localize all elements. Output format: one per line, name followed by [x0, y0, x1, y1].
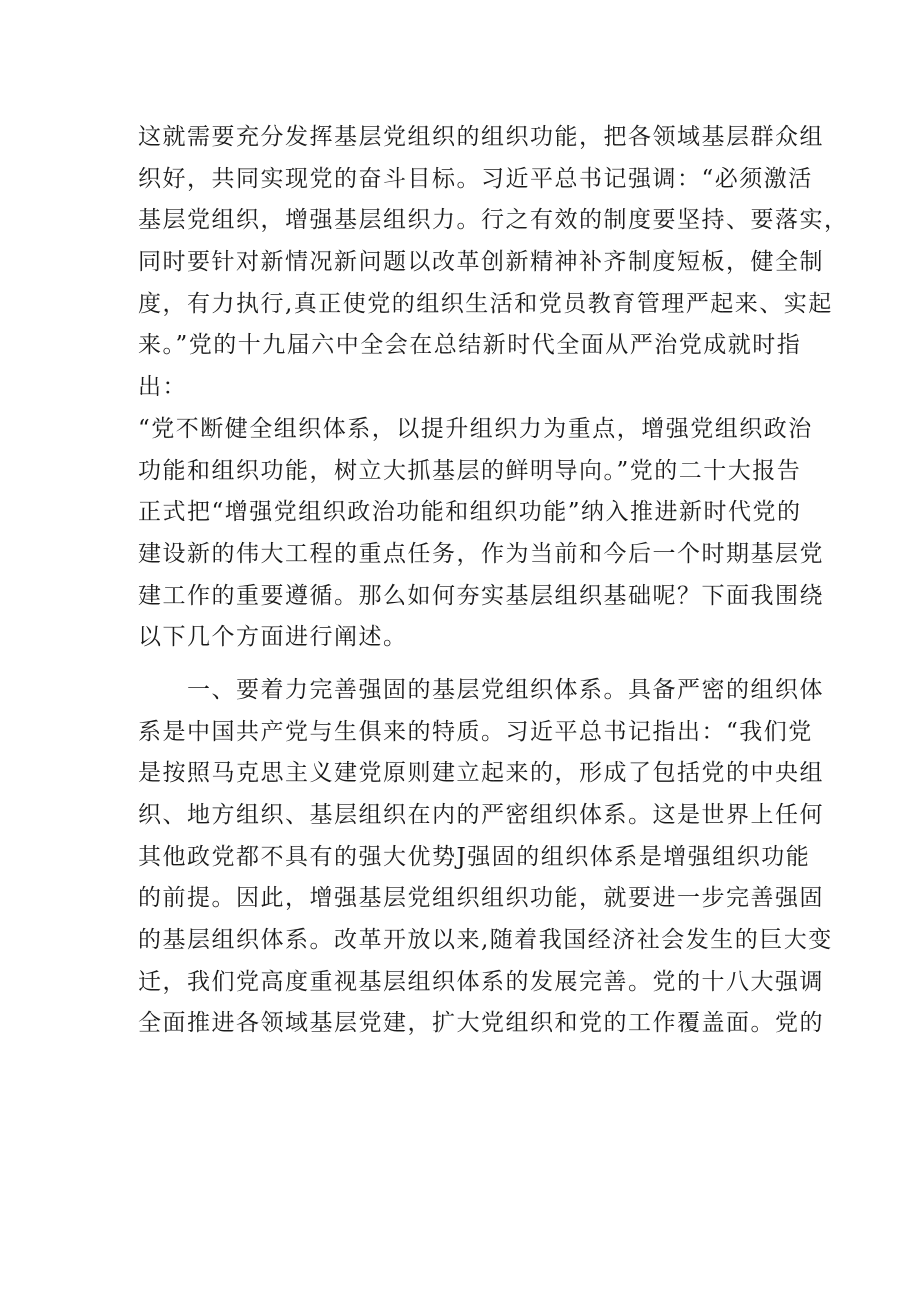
text-line: 是按照马克思主义建党原则建立起来的，形成了包括党的中央组	[138, 760, 824, 787]
text-line: 来。”党的十九届六中全会在总结新时代全面从严治党成就时指	[138, 332, 802, 359]
text-line: 迁，我们党高度重视基层组织体系的发展完善。党的十八大强调	[138, 968, 824, 995]
text-line: 系是中国共产党与生俱来的特质。习近平总书记指出：“我们党	[138, 718, 813, 745]
text-line: 这就需要充分发挥基层党组织的组织功能，把各领域基层群众组	[138, 124, 824, 150]
text-line: 全面推进各领域基层党建，扩大党组织和党的工作覆盖面。党的	[138, 1010, 824, 1037]
text-line: 出：	[138, 374, 187, 401]
text-line: 建设新的伟大工程的重点任务，作为当前和今后一个时期基层党	[138, 540, 824, 567]
text-line: 正式把“增强党组织政治功能和组织功能”纳入推进新时代党的	[138, 499, 802, 526]
text-line: 基层党组织，增强基层组织力。行之有效的制度要坚持、要落实，	[138, 207, 849, 234]
text-line: 的基层组织体系。改革开放以来,随着我国经济社会发生的巨大变	[138, 927, 833, 954]
text-line: 以下几个方面进行阐述。	[138, 624, 408, 651]
text-line: 织好，共同实现党的奋斗目标。习近平总书记强调：“必须激活	[138, 165, 813, 192]
text-line: 的前提。因此，增强基层党组织组织功能，就要进一步完善强固	[138, 885, 824, 912]
text-line: 度，有力执行,真正使党的组织生活和党员教育管理严起来、实起	[138, 290, 833, 317]
text-line: 同时要针对新情况新问题以改革创新精神补齐制度短板，健全制	[138, 249, 824, 276]
text-line: 其他政党都不具有的强大优势J强固的组织体系是增强组织功能	[138, 843, 811, 870]
text-line: “党不断健全组织体系，以提升组织力为重点，增强党组织政治	[138, 415, 813, 442]
text-line: 功能和组织功能，树立大抓基层的鲜明导向。”党的二十大报告	[138, 457, 802, 484]
document-body	[138, 117, 849, 1045]
text-line: 一、要着力完善强固的基层党组织体系。具备严密的组织体	[138, 676, 824, 703]
text-line: 建工作的重要遵循。那么如何夯实基层组织基础呢？下面我围绕	[138, 582, 824, 609]
text-line: 织、地方组织、基层组织在内的严密组织体系。这是世界上任何	[138, 802, 824, 828]
paragraph-gap	[138, 659, 798, 670]
